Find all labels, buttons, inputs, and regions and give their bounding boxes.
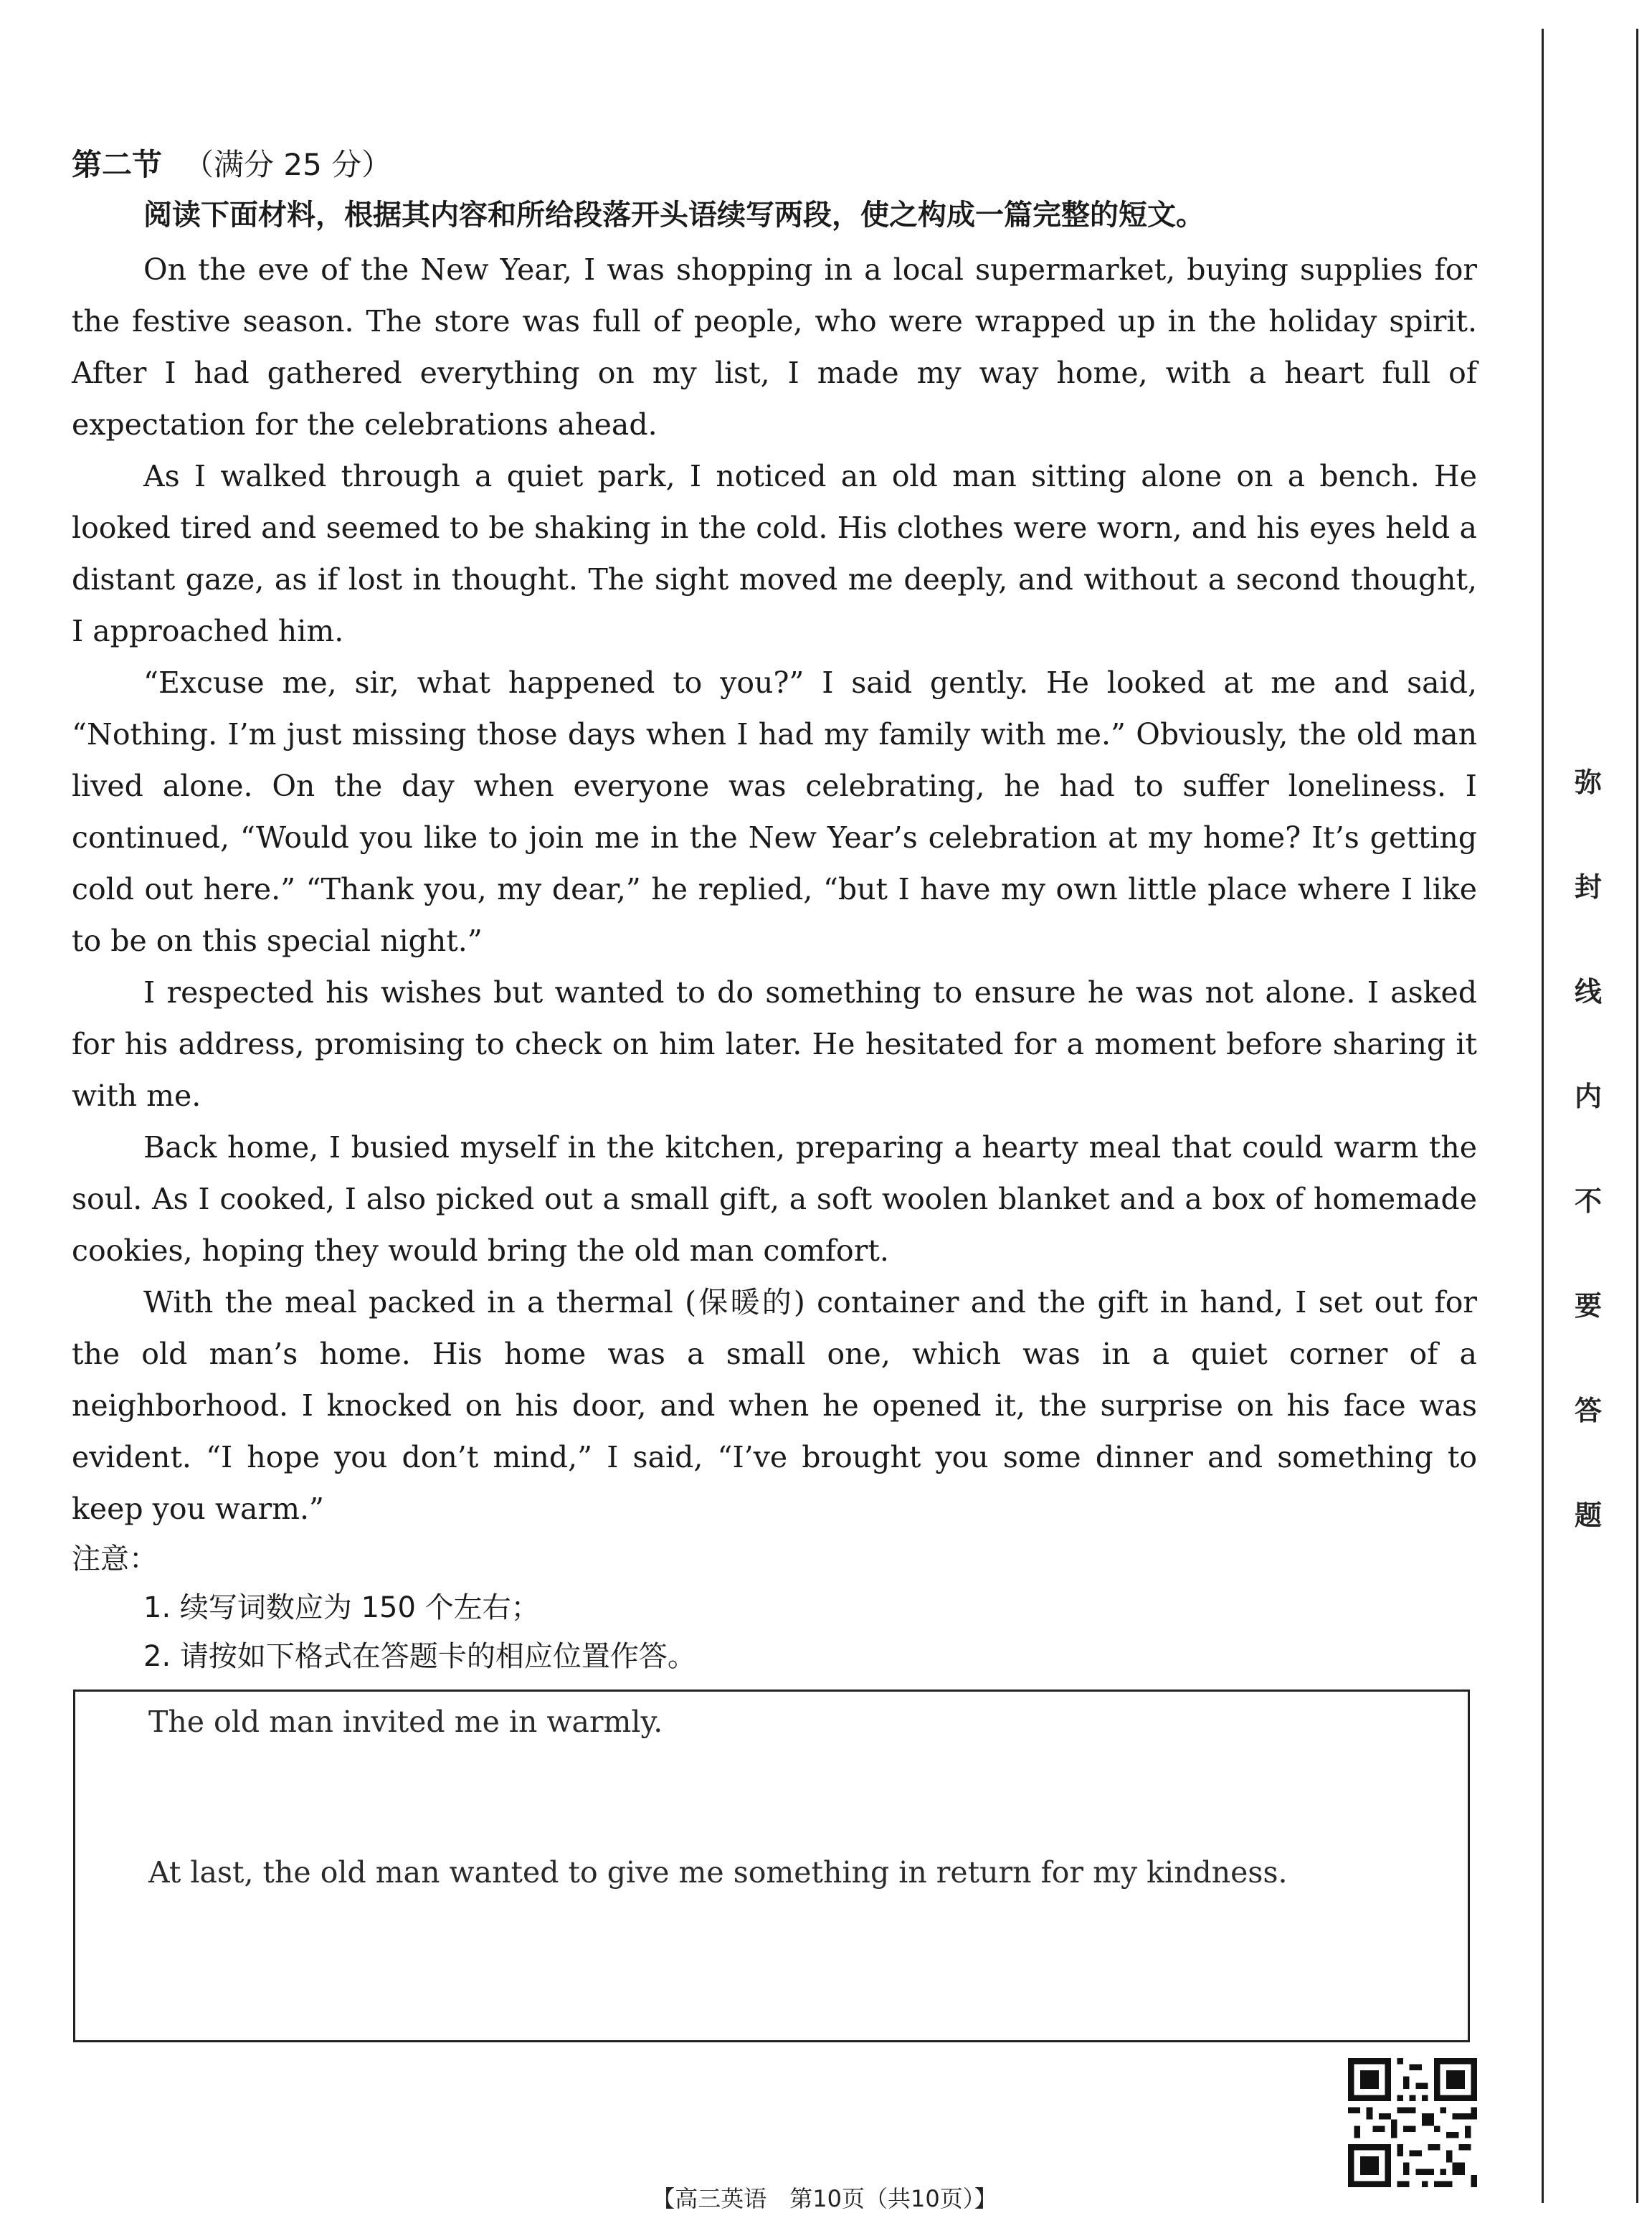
- answer-box: [73, 1690, 1470, 2042]
- page-footer: 【高三英语 第10页（共10页）】: [652, 2185, 997, 2212]
- seal-char: 内: [1574, 1081, 1602, 1112]
- note-item: 2. 请按如下格式在答题卡的相应位置作答。: [143, 1640, 696, 1673]
- story-paragraph: As I walked through a quiet park, I noticed an old man sitting alone on a bench. He looked tired and seemed to be shaking in the cold. His clothes were worn, and his eyes held a distant gaze, as if lost in thought. The sight moved me deeply, and without a second thought, I approached him.: [72, 459, 1477, 648]
- paragraph-opening-2: At last, the old man wanted to give me something in return for my kindness.: [148, 1855, 1288, 1890]
- seal-border-line: [1636, 29, 1638, 2203]
- story-paragraph: With the meal packed in a thermal (保暖的) container and the gift in hand, I set out for the old man’s home. His home was a small one, which was in a quiet corner of a neighborhood. I knocked on his door, and when he opened it, the surprise on his face was evident. “I hope you don’t mind,” I said, “I’ve brought you some dinner and something to keep you warm.”: [72, 1285, 1477, 1526]
- seal-char: 题: [1574, 1499, 1602, 1531]
- seal-line-notice: [1563, 760, 1613, 1598]
- note-item: 1. 续写词数应为 150 个左右；: [143, 1591, 540, 1624]
- paragraph-opening-1: The old man invited me in warmly.: [148, 1705, 663, 1739]
- seal-char: 线: [1574, 976, 1602, 1008]
- story-paragraph: I respected his wishes but wanted to do something to ensure he was not alone. I asked for his address, promising to check on him later. He hesitated for a moment before sharing it with me.: [72, 975, 1477, 1113]
- seal-char: 答: [1574, 1395, 1602, 1426]
- qr-code-icon: [1348, 2058, 1477, 2187]
- story-paragraph: “Excuse me, sir, what happened to you?” I said gently. He looked at me and said, “Nothing. I’m just missing those days when I had my family with me.” Obviously, the old man lived alone. On the day when everyone was celebrating, he had to suffer loneliness. I continued, “Would you like to join me in the New Year’s celebration at my home? It’s getting cold out here.” “Thank you, my dear,” he replied, “but I have my own little place where I like to be on this special night.”: [72, 665, 1477, 958]
- section-title: 第二节: [72, 147, 163, 182]
- seal-char: 要: [1574, 1290, 1602, 1322]
- story-paragraph: On the eve of the New Year, I was shopping in a local supermarket, buying supplies for the festive season. The store was full of people, who were wrapped up in the holiday spirit. After I had gathered everything on my list, I made my way home, with a heart full of expectation for the celebrations ahead.: [72, 252, 1477, 442]
- question-content: [72, 143, 1477, 1681]
- section-score: （满分 25 分）: [184, 147, 392, 182]
- seal-char: 弥: [1574, 767, 1602, 798]
- section-heading: [72, 143, 1477, 186]
- seal-char: 封: [1574, 871, 1602, 903]
- seal-char: 不: [1574, 1185, 1602, 1217]
- seal-border-line: [1542, 29, 1544, 2203]
- instruction-text: 阅读下面材料，根据其内容和所给段落开头语续写两段，使之构成一篇完整的短文。: [143, 199, 1205, 232]
- story-paragraph: Back home, I busied myself in the kitchen, preparing a hearty meal that could warm the soul. As I cooked, I also picked out a small gift, a soft woolen blanket and a box of homemade cookies, hoping they would bring the old man comfort.: [72, 1130, 1477, 1268]
- notes-heading: 注意：: [72, 1543, 158, 1575]
